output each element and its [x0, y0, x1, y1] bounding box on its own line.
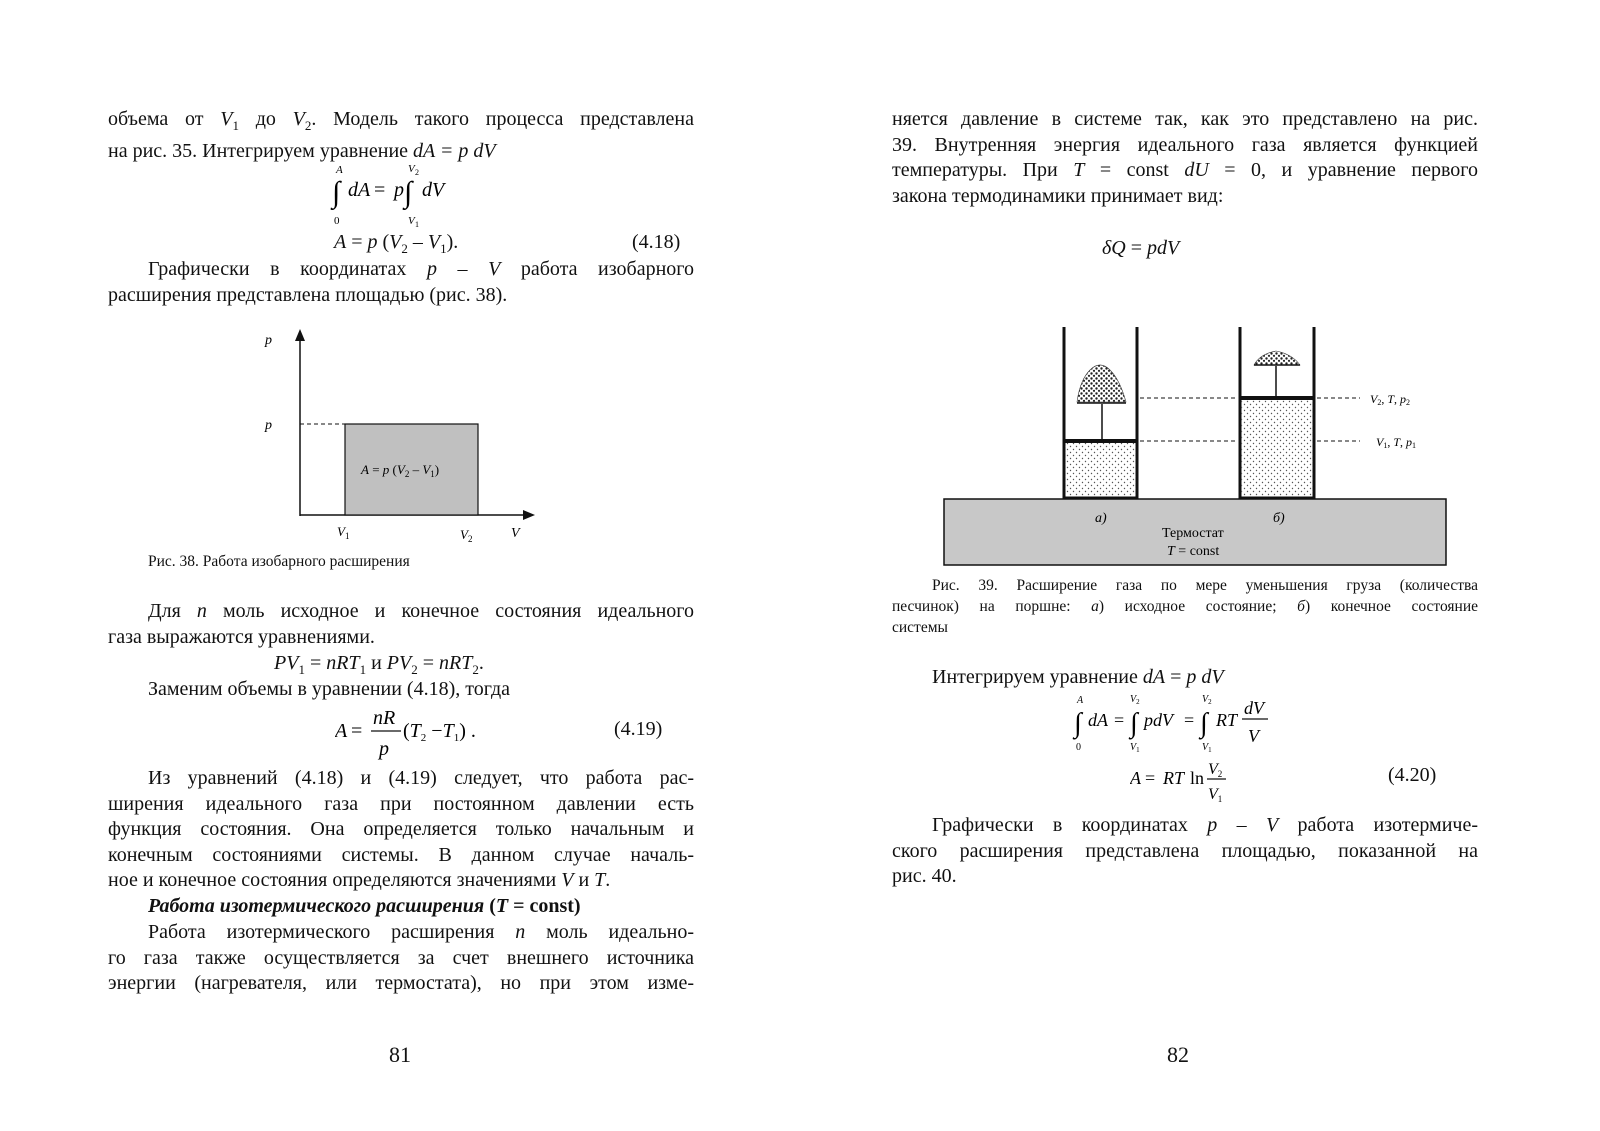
svg-text:V2: $V_2$: [460, 527, 473, 544]
svg-text:dA: dA: [1088, 710, 1108, 730]
svg-text:V1: $V_1$: [1130, 742, 1140, 754]
page-number-right: 82: [1167, 1042, 1189, 1067]
svg-text:V2: $V_2$: [1130, 694, 1140, 706]
svg-text:=: =: [374, 179, 386, 201]
svg-text:ln: ln: [1190, 768, 1205, 788]
svg-text:=: =: [1184, 710, 1195, 730]
gas-a: [1065, 442, 1136, 497]
integral-equation-1: [330, 160, 490, 230]
gas-b: [1241, 400, 1313, 497]
x-axis-label: V: [511, 526, 520, 541]
paragraph-intro: объема от $V_1$ до $V_2$. Модель такого процесса представлена на рис. 35. Интегрируем уравнение dA = p dV: [108, 108, 694, 162]
svg-text:V1, T, p1: V1, T, p1: [1376, 435, 1417, 450]
figure-38-pv-diagram: [255, 325, 555, 555]
svg-text:V: V: [408, 215, 415, 227]
page-number-left: 81: [389, 1042, 411, 1067]
p-level-label: p: [265, 418, 272, 433]
svg-text:RT: RT: [1163, 768, 1185, 788]
paragraph-graphic: Графически в координатах p – V работа изобарного расширения представлена площадью (рис. 38).: [108, 258, 694, 306]
svg-text:RT: RT: [1216, 710, 1238, 730]
svg-text:∫: ∫: [1074, 708, 1082, 739]
equation-dq: δQ = pdV: [1102, 237, 1180, 259]
svg-text:∫: ∫: [404, 176, 413, 209]
svg-text:0: 0: [334, 215, 340, 227]
sand-pile-a: [1077, 365, 1126, 402]
svg-text:V1: $V_1$: [337, 524, 350, 541]
svg-text:=: =: [1114, 710, 1125, 730]
svg-text:V: V: [408, 163, 415, 175]
equation-states: $PV_1 = nRT_1$ и $PV_2 = nRT_2$.: [274, 652, 484, 677]
svg-text:V2, T, p2: V2, T, p2: [1370, 392, 1411, 407]
label-a: а): [1095, 511, 1107, 526]
svg-text:A: A: [336, 164, 343, 176]
paragraph-replace: Заменим объемы в уравнении (4.18), тогда: [148, 678, 510, 700]
equation-number-4-18: (4.18): [632, 231, 681, 253]
svg-text:A = p (V2 – V1): A = p $(V_2 - V_1)$: [361, 462, 440, 479]
svg-text:=: =: [351, 720, 363, 742]
paragraph-isothermal-graph: Графически в координатах p – V работа изотермиче- ского расширения представлена площадью, показанной на рис. 40.: [892, 814, 1479, 888]
paragraph-state-function: Из уравнений (4.18) и (4.19) следует, что работа рас- ширения идеального газа при постоянном давлении есть функция состояния. Она определяется только начальным и конечным состояниями системы. В данном случае началь- ное и конечное состояния определяются значениями V и T.: [108, 767, 694, 892]
svg-text:V: V: [1248, 726, 1259, 746]
svg-text:T = const: T = const: [1167, 544, 1220, 559]
sand-pile-b: [1254, 351, 1300, 365]
svg-text:(T2 −T1) .: $(T_2 -T_1)$ .: [403, 720, 476, 744]
svg-text:V2: $V_2$: [1202, 694, 1212, 706]
svg-text:V1: V1: [1208, 786, 1223, 804]
svg-text:p: p: [394, 179, 404, 201]
svg-text:p: p: [379, 738, 389, 760]
figure-38-caption: Рис. 38. Работа изобарного расширения: [148, 553, 410, 570]
svg-text:A: A: [1130, 768, 1141, 788]
thermostat-label: Термостат: [1162, 526, 1224, 541]
svg-text:∫: ∫: [332, 176, 341, 209]
svg-text:A: A: [1077, 695, 1084, 706]
paragraph-integrate: Интегрируем уравнение dA = p dV: [932, 666, 1224, 688]
svg-text:dV: dV: [422, 179, 445, 201]
svg-text:nR: nR: [373, 707, 396, 729]
figure-39-piston-diagram: [940, 322, 1460, 572]
equation-number-4-19: (4.19): [614, 718, 663, 740]
y-axis-arrow: [295, 329, 305, 341]
paragraph-n-mol: Для n моль исходное и конечное состояния идеального газа выражаются уравнениями.: [108, 600, 695, 648]
svg-text:1: 1: [415, 220, 419, 229]
equation-4-20: [1130, 756, 1250, 810]
figure-39-caption: Рис. 39. Расширение газа по мере уменьшения груза (количества песчинок) на поршне: а) исходное состояние; б) конечное состояние системы: [892, 577, 1479, 636]
equation-number-4-20: (4.20): [1388, 764, 1437, 786]
svg-text:A: A: [335, 720, 348, 742]
label-b: б): [1273, 511, 1285, 526]
paragraph-isothermal: Работа изотермического расширения n моль идеально- го газа также осуществляется за счет внешнего источника энергии (нагревателя, или термостата), но при этом изме-: [108, 921, 694, 995]
x-axis-arrow: [523, 510, 535, 520]
right-page: [800, 0, 1600, 1131]
svg-text:dV: dV: [1244, 698, 1264, 718]
svg-text:=: =: [1145, 768, 1156, 788]
equation-4-18: A = p $(V_2 - V_1)$.: [334, 231, 459, 256]
equation-4-19: [335, 702, 515, 764]
svg-text:∫: ∫: [1130, 708, 1138, 739]
paragraph-pressure: няется давление в системе так, как это представлено на рис. 39. Внутренняя энергия идеального газа является функцией температуры. При T = const dU = 0, и уравнение первого закона термодинамики принимает вид:: [892, 108, 1478, 207]
svg-text:∫: ∫: [1200, 708, 1208, 739]
svg-text:dA: dA: [348, 179, 371, 201]
integral-equation-2: [1072, 690, 1292, 756]
svg-text:0: 0: [1076, 742, 1081, 753]
svg-text:V1: $V_1$: [1202, 742, 1212, 754]
section-heading: Работа изотермического расширения (T = const): [148, 895, 581, 917]
svg-text:2: 2: [415, 168, 419, 177]
svg-text:V2: V2: [1208, 761, 1223, 779]
svg-text:pdV: pdV: [1144, 710, 1173, 730]
y-axis-label: p: [265, 333, 272, 348]
